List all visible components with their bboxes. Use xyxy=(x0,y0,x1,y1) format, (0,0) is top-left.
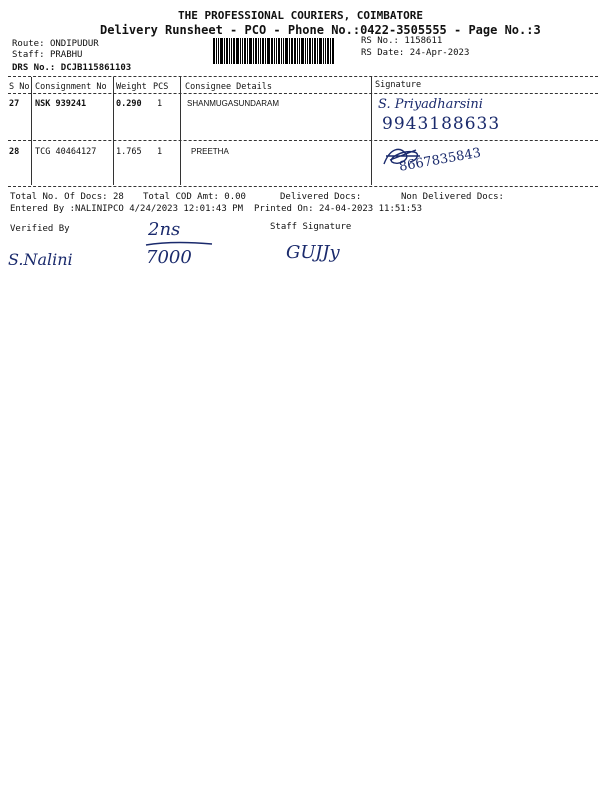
col-header-sno: S No xyxy=(9,82,30,92)
row-weight: 0.290 xyxy=(116,99,142,109)
handwritten-note-top: 2ns xyxy=(148,219,181,240)
barcode-bar xyxy=(224,38,225,64)
rs-no-line xyxy=(361,36,442,46)
runsheet-subtitle: Delivery Runsheet - PCO - Phone No.:0422-3505555 - Page No.:3 xyxy=(100,23,541,37)
barcode-image xyxy=(213,38,353,64)
barcode-bar xyxy=(233,38,235,64)
col-divider xyxy=(113,77,114,185)
printed-on-value: 24-04-2023 11:51:53 xyxy=(319,204,422,214)
rs-date-line xyxy=(361,48,469,58)
barcode-bar xyxy=(216,38,217,64)
recipient-phone-handwritten: 9943188633 xyxy=(382,114,501,134)
barcode-bar xyxy=(312,38,313,64)
row-consignment: TCG 40464127 xyxy=(35,147,97,157)
route-label: Route: xyxy=(12,39,45,49)
entered-by-value: NALINIPCO 4/24/2023 12:01:43 PM xyxy=(75,204,244,214)
drs-line xyxy=(12,63,131,73)
col-header-signature: Signature xyxy=(375,80,422,90)
col-header-pcs: PCS xyxy=(153,82,169,92)
col-header-consignment: Consignment No xyxy=(35,82,107,92)
barcode-bar xyxy=(289,38,290,64)
route-line xyxy=(12,39,99,49)
barcode-bar xyxy=(330,38,331,64)
handwritten-note-bottom: 7000 xyxy=(146,247,192,268)
table-top-rule xyxy=(8,76,598,77)
staff-signature-label: Staff Signature xyxy=(270,222,352,232)
barcode-bar xyxy=(249,38,252,64)
staff-label: Staff: xyxy=(12,50,45,60)
barcode-bar xyxy=(255,38,257,64)
barcode-bar xyxy=(265,38,266,64)
barcode-bar xyxy=(319,38,322,64)
total-cod-value: 0.00 xyxy=(224,192,246,202)
verified-by-label: Verified By xyxy=(10,224,70,234)
barcode-bar xyxy=(276,38,277,64)
barcode-bar xyxy=(332,38,334,64)
col-divider xyxy=(31,77,32,185)
col-divider xyxy=(371,77,372,185)
barcode-bar xyxy=(305,38,306,64)
company-title: THE PROFESSIONAL COURIERS, COIMBATORE xyxy=(178,9,424,22)
row-sno: 28 xyxy=(9,147,20,157)
total-docs-value: 28 xyxy=(112,192,124,202)
barcode-bar xyxy=(323,38,324,64)
barcode-bar xyxy=(260,38,261,64)
barcode-bar xyxy=(242,38,243,64)
row-weight: 1.765 xyxy=(116,147,142,157)
recipient-signature-name: S. Priyadharsini xyxy=(378,97,483,112)
table-header-rule xyxy=(8,93,598,94)
barcode-bar xyxy=(267,38,270,64)
staff-line xyxy=(12,50,82,60)
row-sno: 27 xyxy=(9,99,20,109)
row-consignment: NSK 939241 xyxy=(35,99,87,109)
col-header-weight: Weight xyxy=(116,82,147,92)
barcode-bar xyxy=(327,38,329,64)
entered-by-line xyxy=(10,204,243,214)
total-cod xyxy=(143,192,246,202)
barcode-bar xyxy=(278,38,280,64)
drs-value: DCJB115861103 xyxy=(60,63,132,73)
barcode-bar xyxy=(291,38,293,64)
total-docs-label: Total No. Of Docs: xyxy=(10,192,108,202)
rs-date-label: RS Date: xyxy=(361,48,405,58)
delivered-docs-label: Delivered Docs: xyxy=(280,192,362,202)
barcode-bar xyxy=(231,38,232,64)
row-pcs: 1 xyxy=(157,99,163,109)
printed-on-label: Printed On: xyxy=(254,204,314,214)
barcode-bar xyxy=(294,38,296,64)
barcode-bar xyxy=(236,38,239,64)
barcode-bar xyxy=(299,38,300,64)
barcode-bar xyxy=(218,38,219,64)
row-consignee: PREETHA xyxy=(191,147,229,156)
barcode-bar xyxy=(213,38,215,64)
rs-date-value: 24-Apr-2023 xyxy=(409,48,470,58)
row-pcs: 1 xyxy=(157,147,163,157)
totals-line xyxy=(10,192,124,202)
barcode-bar xyxy=(229,38,230,64)
barcode-bar xyxy=(317,38,318,64)
barcode-bar xyxy=(309,38,311,64)
barcode-bar xyxy=(253,38,254,64)
row-divider xyxy=(8,140,598,141)
row-consignee: SHANMUGASUNDARAM xyxy=(187,99,280,108)
rs-no-value: 1158611 xyxy=(404,36,443,46)
col-divider xyxy=(180,77,181,185)
barcode-bar xyxy=(307,38,308,64)
barcode-bar xyxy=(297,38,298,64)
barcode-bar xyxy=(244,38,246,64)
entered-by-label: Entered By : xyxy=(10,204,76,214)
barcode-bar xyxy=(247,38,248,64)
rs-no-label: RS No.: xyxy=(361,36,399,46)
barcode-bar xyxy=(240,38,241,64)
printed-on-line xyxy=(254,204,422,214)
col-header-consignee: Consignee Details xyxy=(185,82,272,92)
barcode-bar xyxy=(271,38,273,64)
barcode-bar xyxy=(262,38,264,64)
barcode-bar xyxy=(281,38,282,64)
staff-handwritten-signature: GUJJy xyxy=(286,242,340,263)
total-cod-label: Total COD Amt: xyxy=(143,192,219,202)
barcode-bar xyxy=(283,38,284,64)
non-delivered-docs-label: Non Delivered Docs: xyxy=(401,192,504,202)
recipient-phone-handwritten: 8667835843 xyxy=(398,145,483,175)
barcode-bar xyxy=(226,38,228,64)
barcode-bar xyxy=(258,38,259,64)
barcode-bar xyxy=(220,38,223,64)
staff-value: PRABHU xyxy=(49,50,83,60)
barcode-bar xyxy=(314,38,316,64)
barcode-bar xyxy=(301,38,304,64)
table-bottom-rule xyxy=(8,186,598,187)
barcode-bar xyxy=(274,38,275,64)
barcode-bar xyxy=(325,38,326,64)
barcode-bar xyxy=(285,38,288,64)
drs-label: DRS No.: xyxy=(12,63,56,73)
verifier-signature: S.Nalini xyxy=(8,250,73,269)
route-value: ONDIPUDUR xyxy=(49,39,99,49)
